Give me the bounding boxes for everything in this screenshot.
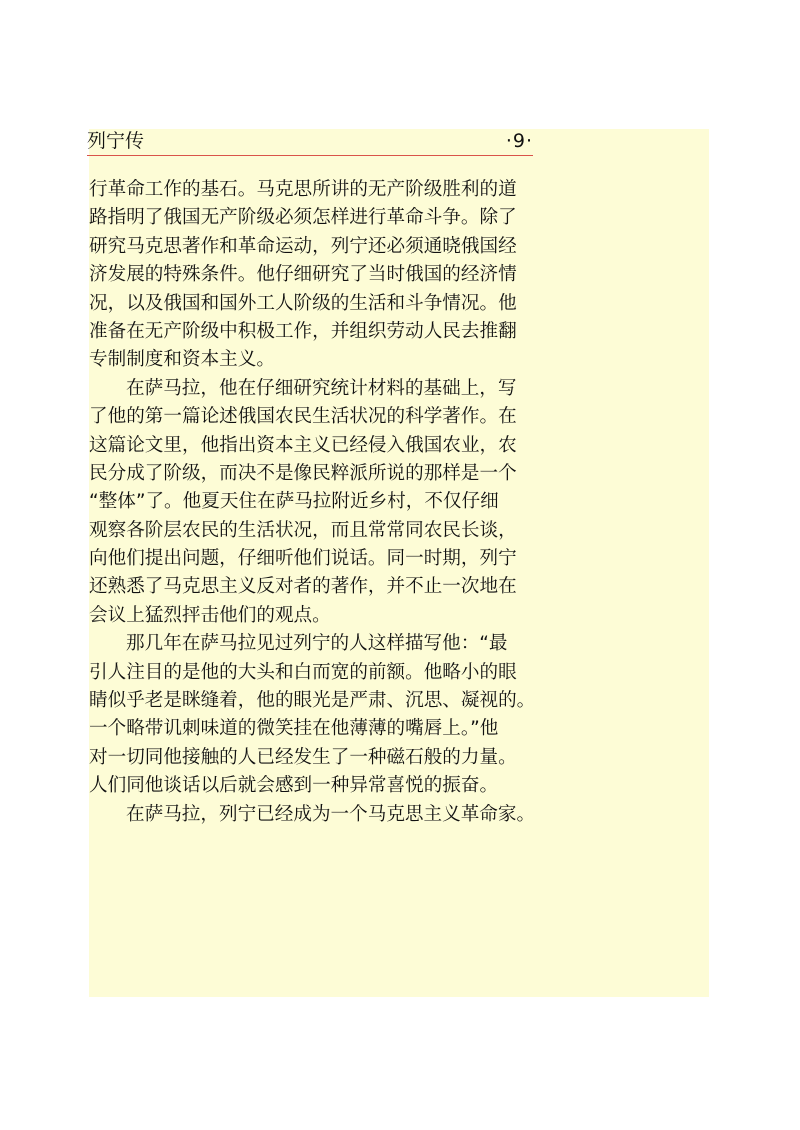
body-text xyxy=(89,176,539,829)
text-line: 还熟悉了马克思主义反对者的著作，并不止一次地在 xyxy=(89,576,517,598)
text-line: 况，以及俄国和国外工人阶级的生活和斗争情况。他 xyxy=(89,292,517,314)
text-line: 准备在无产阶级中积极工作，并组织劳动人民去推翻 xyxy=(89,320,517,342)
text-line: 研究马克思著作和革命运动，列宁还必须通晓俄国经 xyxy=(89,235,517,257)
text-line: 引人注目的是他的大头和白而宽的前额。他略小的眼 xyxy=(89,661,517,683)
header-rule xyxy=(87,155,533,156)
text-line: 在萨马拉，列宁已经成为一个马克思主义革命家。 xyxy=(126,803,536,825)
text-line: 了他的第一篇论述俄国农民生活状况的科学著作。在 xyxy=(89,406,517,428)
text-line: 在萨马拉，他在仔细研究统计材料的基础上，写 xyxy=(126,377,517,399)
text-line: 民分成了阶级，而决不是像民粹派所说的那样是一个 xyxy=(89,462,517,484)
book-title: 列宁传 xyxy=(87,130,145,152)
text-line: 行革命工作的基石。马克思所讲的无产阶级胜利的道 xyxy=(89,179,517,200)
page-number: ·9· xyxy=(505,130,533,152)
text-line: 睛似乎老是眯缝着，他的眼光是严肃、沉思、凝视的。 xyxy=(89,690,536,712)
text-line: 这篇论文里，他指出资本主义已经侵入俄国农业，农 xyxy=(89,434,517,456)
text-line: 那几年在萨马拉见过列宁的人这样描写他：“最 xyxy=(126,633,508,655)
text-line: 人们同他谈话以后就会感到一种异常喜悦的振奋。 xyxy=(89,775,499,797)
text-line: 济发展的特殊条件。他仔细研究了当时俄国的经济情 xyxy=(89,264,517,286)
text-line: 向他们提出问题，仔细听他们说话。同一时期，列宁 xyxy=(89,548,517,570)
text-line: “整体”了。他夏天住在萨马拉附近乡村，不仅仔细 xyxy=(89,491,499,513)
text-line: 路指明了俄国无产阶级必须怎样进行革命斗争。除了 xyxy=(89,207,517,229)
text-line: 会议上猛烈抨击他们的观点。 xyxy=(89,604,331,626)
text-line: 专制制度和资本主义。 xyxy=(89,349,275,371)
text-line: 对一切同他接触的人已经发生了一种磁石般的力量。 xyxy=(89,746,517,768)
text-line: 观察各阶层农民的生活状况，而且常常同农民长谈， xyxy=(89,519,517,541)
text-line: 一个略带讥刺味道的微笑挂在他薄薄的嘴唇上。”他 xyxy=(89,718,499,740)
running-head xyxy=(87,130,533,152)
